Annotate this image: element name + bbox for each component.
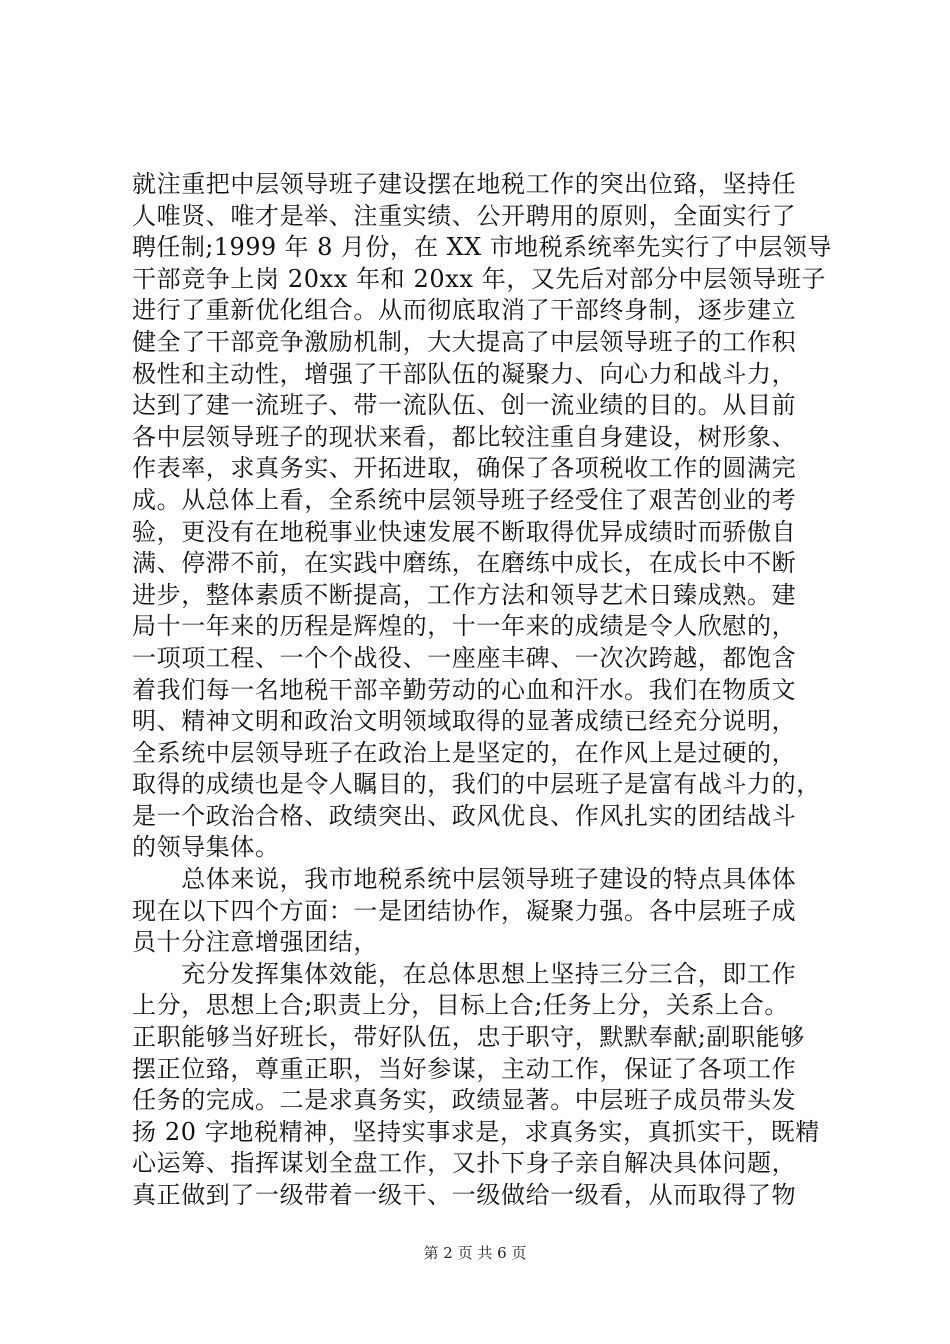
text-line: 进步，整体素质不断提高，工作方法和领导艺术日臻成熟。建 [132, 580, 797, 609]
text-line: 成。从总体上看，全系统中层领导班子经受住了艰苦创业的考 [132, 485, 797, 514]
text-line: 上分，思想上合;职责上分，目标上合;任务上分，关系上合。 [132, 991, 789, 1020]
text-line: 满、停滞不前，在实践中磨练，在磨练中成长，在成长中不断 [132, 549, 797, 578]
text-line: 总体来说，我市地税系统中层领导班子建设的特点具体体 [132, 865, 797, 894]
text-line: 明、精神文明和政治文明领域取得的显著成绩已经充分说明， [132, 707, 797, 736]
text-line: 人唯贤、唯才是举、注重实绩、公开聘用的原则，全面实行了 [132, 201, 797, 230]
text-line: 聘任制;1999 年 8 月份，在 XX 市地税系统率先实行了中层领导 [132, 233, 832, 262]
text-line: 充分发挥集体效能，在总体思想上坚持三分三合，即工作 [132, 959, 797, 988]
text-line: 各中层领导班子的现状来看，都比较注重自身建设，树形象、 [132, 422, 797, 451]
text-line: 心运筹、指挥谋划全盘工作，又扑下身子亲自解决具体问题， [132, 1149, 797, 1178]
text-line: 着我们每一名地税干部辛勤劳动的心血和汗水。我们在物质文 [132, 675, 797, 704]
text-line: 扬 20 字地税精神，坚持实事求是，求真务实，真抓实干，既精 [132, 1117, 820, 1146]
text-line: 真正做到了一级带着一级干、一级做给一级看，从而取得了物 [132, 1181, 797, 1209]
text-line: 进行了重新优化组合。从而彻底取消了干部终身制，逐步建立 [132, 296, 797, 325]
text-line: 员十分注意增强团结， [132, 928, 378, 957]
text-line: 正职能够当好班长，带好队伍，忠于职守，默默奉献;副职能够 [132, 1023, 805, 1052]
text-line: 取得的成绩也是令人瞩目的，我们的中层班子是富有战斗力的， [132, 770, 821, 799]
page-footer: 第 2 页 共 6 页 [423, 1244, 527, 1262]
text-line: 局十一年来的历程是辉煌的，十一年来的成绩是令人欣慰的， [132, 612, 797, 641]
text-line: 就注重把中层领导班子建设摆在地税工作的突出位臵，坚持任 [132, 170, 797, 198]
body-text [132, 169, 832, 1212]
text-line: 是一个政治合格、政绩突出、政风优良、作风扎实的团结战斗 [132, 801, 797, 830]
text-line: 干部竞争上岗 20xx 年和 20xx 年，又先后对部分中层领导班子 [132, 264, 827, 293]
text-line: 摆正位臵，尊重正职，当好参谋，主动工作，保证了各项工作 [132, 1054, 797, 1083]
text-line: 的领导集体。 [132, 833, 280, 862]
text-line: 极性和主动性，增强了干部队伍的凝聚力、向心力和战斗力， [132, 359, 797, 388]
text-line: 达到了建一流班子、带一流队伍、创一流业绩的目的。从目前 [132, 391, 797, 420]
text-line: 任务的完成。二是求真务实，政绩显著。中层班子成员带头发 [132, 1086, 797, 1115]
text-line: 现在以下四个方面：一是团结协作，凝聚力强。各中层班子成 [132, 896, 797, 925]
text-line: 健全了干部竞争激励机制，大大提高了中层领导班子的工作积 [132, 327, 797, 356]
text-line: 一项项工程、一个个战役、一座座丰碑、一次次跨越，都饱含 [132, 643, 797, 672]
text-line: 作表率，求真务实、开拓进取，确保了各项税收工作的圆满完 [132, 454, 797, 483]
text-line: 全系统中层领导班子在政治上是坚定的，在作风上是过硬的， [132, 738, 797, 767]
text-line: 验，更没有在地税事业快速发展不断取得优异成绩时而骄傲自 [132, 517, 797, 546]
